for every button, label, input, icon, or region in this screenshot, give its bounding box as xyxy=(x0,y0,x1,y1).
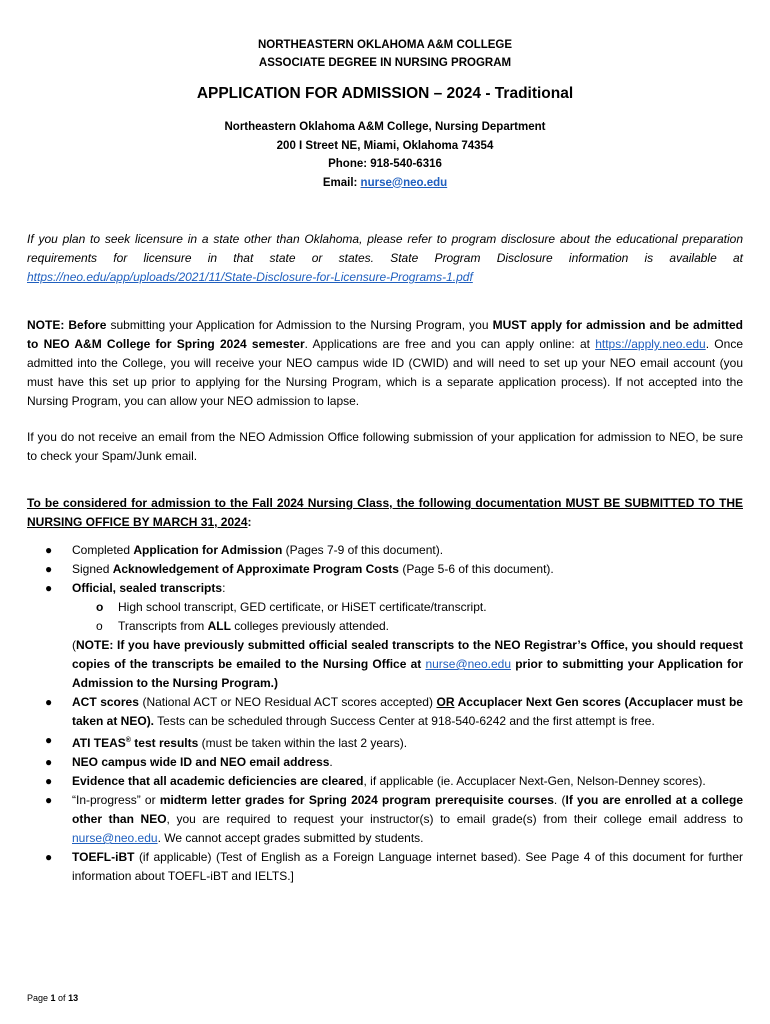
requirements-heading xyxy=(27,494,743,532)
apply-link[interactable]: https://apply.neo.edu xyxy=(595,337,706,351)
transcript-sublist xyxy=(72,598,743,636)
list-item: ● NEO campus wide ID and NEO email address. xyxy=(27,753,743,772)
sub-list-item: o Transcripts from ALL colleges previously attended. xyxy=(72,617,743,636)
nurse-email-link[interactable]: nurse@neo.edu xyxy=(425,657,512,671)
contact-block xyxy=(0,118,770,192)
email-link[interactable]: nurse@neo.edu xyxy=(360,176,448,189)
list-item: ● Signed Acknowledgement of Approximate Program Costs (Page 5-6 of this document). xyxy=(27,560,743,579)
requirements-list xyxy=(27,541,743,886)
college-name: NORTHEASTERN OKLAHOMA A&M COLLEGE xyxy=(257,39,513,51)
list-item: ● ACT scores (National ACT or NEO Residual ACT scores accepted) OR Accuplacer Next Gen scores (Accuplacer must be taken at NEO). Tests can be scheduled through Success Center at 918-540-6242 and the first attempt is free. xyxy=(45,695,743,728)
bullet-icon: ● xyxy=(45,543,53,557)
list-item: ● TOEFL-iBT (if applicable) (Test of English as a Foreign Language internet based). See Page 4 of this document for further information about TOEFL-iBT and IELTS.] xyxy=(45,850,743,883)
list-item: ● ATI TEAS® test results (must be taken within the last 2 years). xyxy=(45,733,408,750)
page-footer: Page 1 of 13 xyxy=(27,993,79,1003)
bullet-icon: ● xyxy=(45,695,53,709)
bullet-icon: ● xyxy=(45,581,53,595)
note-text-3: . Once admitted into the College, you will receive your NEO campus wide ID (CWID) and will need to set up your NEO email account (you must have this set up prior to applying for the Nursing Program, which is a separate application process). If not accepted into the Nursing Program, you can allow your NEO admission to lapse. xyxy=(27,337,743,408)
note-text-1: submitting your Application for Admission to the Nursing Program, you xyxy=(106,318,493,332)
note-paragraph xyxy=(27,316,743,411)
note-text-2: . Applications are free and you can apply online: at xyxy=(304,337,596,351)
note-bold-1: MUST apply for admission and be admitted to NEO A&M College for Spring 2024 semester xyxy=(27,318,743,351)
list-item: ● Completed Application for Admission (Pages 7-9 of this document). xyxy=(27,541,743,560)
requirements-heading-text: To be considered for admission to the Fall 2024 Nursing Class, the following documentation MUST BE SUBMITTED TO THE NURSING OFFICE BY MARCH 31, 2024 xyxy=(27,496,743,529)
page-number: 1 xyxy=(50,993,56,1003)
page-title: APPLICATION FOR ADMISSION – 2024 - Traditional xyxy=(196,85,574,102)
requirements-colon: : xyxy=(247,515,252,529)
bullet-icon: ● xyxy=(45,774,53,788)
list-item: ● Official, sealed transcripts: o High school transcript, GED certificate, or HiSET certificate/transcript. o Transcripts from ALL colleges previously attended. xyxy=(27,579,743,636)
grades-email-link[interactable]: nurse@neo.edu xyxy=(72,831,158,845)
transcript-note: (NOTE: If you have previously submitted official sealed transcripts to the NEO Registrar’s Office, you should request copies of the transcripts be emailed to the Nursing Office at nurse@neo.edu prior to submitting your Application for Admission to the Nursing Program.) xyxy=(72,638,743,690)
list-item: ● Evidence that all academic deficiencies are cleared, if applicable (ie. Accuplacer Next-Gen, Nelson-Denney scores). xyxy=(27,772,743,791)
page-total: 13 xyxy=(68,993,79,1003)
spam-paragraph: If you do not receive an email from the NEO Admission Office following submission of your application for admission to NEO, be sure to check your Spam/Junk email. xyxy=(27,430,743,463)
department-name: Northeastern Oklahoma A&M College, Nursing Department xyxy=(224,121,546,133)
bullet-icon: ● xyxy=(45,733,53,747)
disclosure-text: If you plan to seek licensure in a state other than Oklahoma, please refer to program disclosure about the educational preparation requirements for licensure in that state or states. State Program Disclosure information is available at xyxy=(27,232,743,265)
program-name: ASSOCIATE DEGREE IN NURSING PROGRAM xyxy=(258,57,512,69)
note-label: NOTE: Before xyxy=(27,318,107,332)
bullet-icon: ● xyxy=(45,793,53,807)
email-label: Email: xyxy=(322,176,361,189)
sub-list-item: o High school transcript, GED certificate, or HiSET certificate/transcript. xyxy=(72,598,743,617)
disclosure-link[interactable]: https://neo.edu/app/uploads/2021/11/State-Disclosure-for-Licensure-Programs-1.pdf xyxy=(27,270,473,284)
phone-number: Phone: 918-540-6316 xyxy=(328,158,442,170)
street-address: 200 I Street NE, Miami, Oklahoma 74354 xyxy=(276,139,494,152)
list-item: ● “In-progress” or midterm letter grades for Spring 2024 program prerequisite courses. (If you are enrolled at a college other than NEO, you are required to request your instructor(s) to email grade(s) from their college email address to nurse@neo.edu. We cannot accept grades submitted by students. xyxy=(45,793,743,845)
bullet-icon: ● xyxy=(45,562,53,576)
disclosure-paragraph xyxy=(27,230,743,287)
circle-bullet-icon: o xyxy=(96,619,103,633)
email-line xyxy=(0,174,770,193)
circle-bullet-icon: o xyxy=(96,600,104,614)
bullet-icon: ● xyxy=(45,755,53,769)
bullet-icon: ● xyxy=(45,850,53,864)
